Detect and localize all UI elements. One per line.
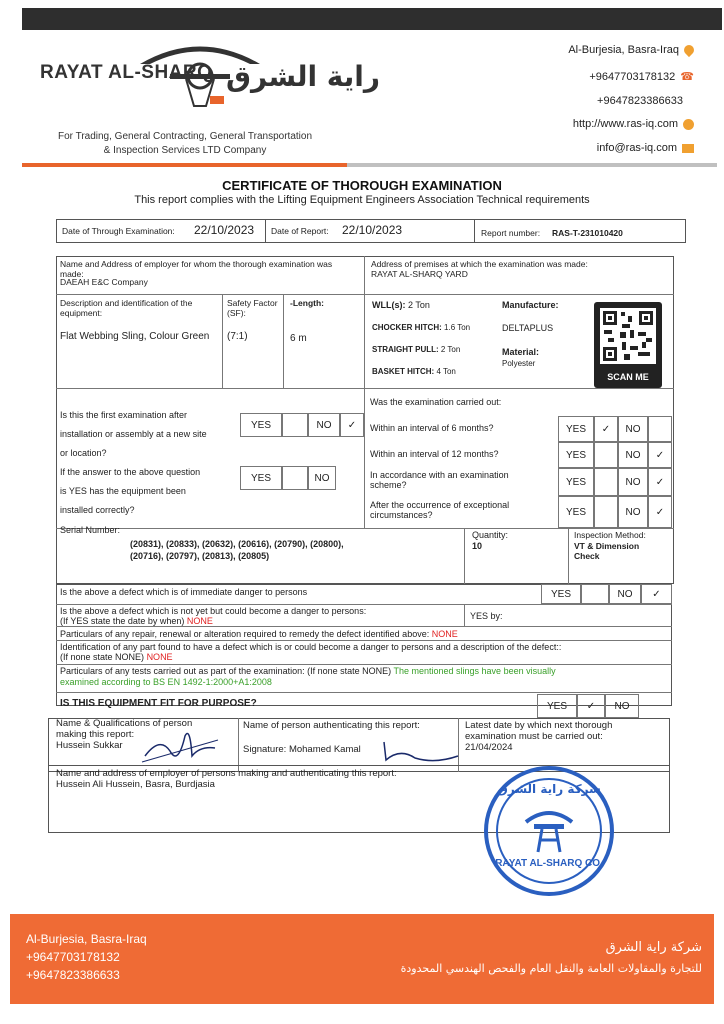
header-email[interactable] (597, 142, 694, 154)
r4-no[interactable]: NO (618, 496, 648, 528)
divider (238, 718, 239, 772)
qr-code[interactable] (594, 302, 662, 388)
d2-line-2: (If YES state the date by when) (60, 616, 185, 626)
basket-value: 4 Ton (436, 367, 456, 376)
tests-text: Particulars of any tests carried out as part of the examination: (If none state NONE) (60, 666, 392, 676)
employer-persons-label: Name and address of employer of persons making and authenticating this report: (56, 768, 397, 779)
wll-value: 2 Ton (408, 300, 430, 310)
author-signature-icon (140, 726, 220, 768)
next-exam-line-1: Latest date by which next thorough (465, 720, 613, 731)
basket-row (372, 367, 456, 376)
method-line-1: VT & Dimension (574, 541, 640, 551)
tests-label (60, 666, 556, 688)
q1-yes-check[interactable] (282, 413, 308, 437)
author-label-1: Name & Qualifications of person (56, 718, 193, 729)
manufacture-label: Manufacture: (502, 300, 559, 310)
q2-line-3: installed correctly? (60, 505, 135, 515)
d4-line-2: (If none state NONE) (60, 652, 145, 662)
footer-phone-2: +9647823386633 (26, 968, 120, 982)
header-email-text[interactable]: info@ras-iq.com (596, 142, 677, 154)
wll-row (372, 300, 430, 310)
header-address (568, 44, 694, 56)
exceptional-line-2: circumstances? (370, 510, 433, 520)
divider (364, 388, 365, 528)
divider (283, 294, 284, 388)
tagline-line-2: & Inspection Services LTD Company (103, 145, 267, 156)
material-label: Material: (502, 347, 540, 357)
d2-line-1: Is the above a defect which is not yet but could become a danger to persons: (60, 606, 367, 616)
q1-line-1: Is this the first examination after (60, 410, 188, 420)
divider (56, 692, 672, 693)
length-value: 6 m (290, 333, 307, 344)
r1-yes-check[interactable]: ✓ (594, 416, 618, 442)
fit-no[interactable]: NO (605, 694, 639, 718)
fit-for-purpose-label: IS THIS EQUIPMENT FIT FOR PURPOSE? (60, 698, 257, 709)
r2-yes-check[interactable] (594, 442, 618, 468)
globe-icon (683, 119, 694, 130)
employer-value: DAEAH E&C Company (60, 277, 148, 287)
defect-part-label (60, 642, 561, 662)
authenticator-signature-label: Signature: Mohamed Kamal (243, 744, 361, 755)
stamp-arabic-text: شركة راية الشرق (497, 782, 601, 796)
manufacture-value: DELTAPLUS (502, 323, 554, 333)
header-phone-2 (597, 95, 683, 107)
exceptional-line-1: After the occurrence of exceptional (370, 500, 510, 510)
divider (464, 604, 465, 626)
basket-label: BASKET HITCH: (372, 367, 435, 376)
premises-value: RAYAT AL-SHARQ YARD (371, 269, 468, 279)
d2-none: NONE (186, 616, 213, 626)
fit-yes[interactable]: YES (537, 694, 577, 718)
qr-code-icon (594, 302, 662, 370)
scan-me-label: SCAN ME (607, 372, 649, 382)
r3-yes[interactable]: YES (558, 468, 594, 496)
authenticator-signature-icon (380, 738, 460, 766)
safety-factor-label: Safety Factor (SF): (227, 298, 278, 318)
r4-no-check[interactable]: ✓ (648, 496, 672, 528)
straight-row (372, 345, 460, 354)
header-phone-2-text: +9647823386633 (597, 95, 683, 107)
repair-text: Particulars of any repair, renewal or alteration required to remedy the defect identified above: (60, 629, 430, 639)
d1-yes[interactable]: YES (541, 584, 581, 604)
employer-label: Name and Address of employer for whom the thorough examination was made: (60, 259, 333, 279)
q1-no-check[interactable]: ✓ (340, 413, 364, 437)
next-exam-date: 21/04/2024 (465, 742, 513, 753)
divider (56, 664, 672, 665)
straight-label: STRAIGHT PULL: (372, 345, 439, 354)
company-tagline (30, 130, 340, 158)
r4-yes[interactable]: YES (558, 496, 594, 528)
serial-values (130, 538, 344, 562)
carried-out-label: Was the examination carried out: (370, 397, 502, 407)
divider (56, 604, 672, 605)
r3-yes-check[interactable] (594, 468, 618, 496)
brand-name-ar: راية الشرق (226, 60, 381, 93)
q1-no-box[interactable]: NO (308, 413, 340, 437)
method-value (574, 541, 639, 561)
certificate-subtitle: This report complies with the Lifting Equipment Engineers Association Technical requirements (134, 194, 590, 206)
d1-no-check[interactable]: ✓ (641, 584, 672, 604)
length-label: -Length: (290, 298, 324, 308)
d1-no[interactable]: NO (609, 584, 641, 604)
interval-12-label: Within an interval of 12 months? (370, 449, 499, 459)
repair-label (60, 629, 458, 639)
r2-no-check[interactable]: ✓ (648, 442, 672, 468)
q2-line-1: If the answer to the above question (60, 467, 201, 477)
stamp-english-text: RAYAT AL-SHARQ CO. (495, 858, 603, 869)
footer-arabic-name: شركة راية الشرق (605, 940, 702, 955)
author-label-2: making this report: (56, 729, 135, 740)
question-first-exam (60, 406, 207, 463)
report-number-value: RAS-T-231010420 (552, 228, 623, 238)
divider (56, 388, 674, 389)
header-website[interactable] (573, 118, 694, 130)
gray-divider (347, 163, 717, 167)
r1-yes[interactable]: YES (558, 416, 594, 442)
header-address-text: Al-Burjesia, Basra-Iraq (568, 44, 679, 56)
choker-label: CHOCKER HITCH: (372, 323, 442, 332)
wll-label: WLL(s): (372, 300, 406, 310)
method-line-2: Check (574, 551, 600, 561)
r2-no[interactable]: NO (618, 442, 648, 468)
date-exam-value: 22/10/2023 (194, 223, 255, 237)
top-bar (22, 8, 722, 30)
fit-yes-check[interactable]: ✓ (577, 694, 605, 718)
d4-none: NONE (146, 652, 173, 662)
header-phone-1-text: +9647703178132 (589, 70, 676, 83)
phone-icon: ☎ (680, 71, 694, 83)
quantity-label: Quantity: (472, 530, 509, 540)
mail-icon (682, 144, 694, 153)
r3-no[interactable]: NO (618, 468, 648, 496)
q1-yes-box[interactable]: YES (240, 413, 282, 437)
divider (265, 219, 266, 243)
premises-label: Address of premises at which the examination was made: (371, 259, 588, 269)
q1-line-2: installation or assembly at a new site (60, 429, 207, 439)
orange-divider (22, 163, 347, 167)
q2-yes-box[interactable]: YES (240, 466, 282, 490)
repair-none: NONE (431, 629, 458, 639)
divider (56, 626, 672, 627)
date-report-value: 22/10/2023 (342, 223, 403, 237)
interval-6-label: Within an interval of 6 months? (370, 423, 494, 433)
d4-line-1: Identification of any part found to have a defect which is or could become a danger to persons and a description of the defect:: (60, 642, 562, 652)
authenticator-label: Name of person authenticating this report: (243, 720, 420, 731)
quantity-value: 10 (472, 541, 483, 551)
choker-row (372, 323, 470, 332)
author-name: Hussein Sukkar (56, 740, 123, 751)
tests-result-2: examined according to BS EN 1492-1:2000+A1:2008 (60, 677, 272, 687)
q2-no-box[interactable]: NO (308, 466, 336, 490)
q2-line-2: is YES has the equipment been (60, 486, 186, 496)
next-exam-label (465, 720, 612, 753)
location-pin-icon (682, 43, 696, 57)
footer-phone-1: +9647703178132 (26, 950, 120, 964)
brand-name-en: RAYAT AL-SHARQ (40, 62, 213, 83)
serial-line-2: (20716), (20797), (20813), (20805) (130, 551, 270, 561)
exam-scheme-label (370, 470, 509, 490)
yes-by-label: YES by: (470, 611, 503, 621)
header-phone-1 (589, 70, 694, 83)
date-exam-label: Date of Through Examination: (62, 226, 175, 236)
divider (568, 528, 569, 584)
method-label: Inspection Method: (574, 530, 646, 540)
report-number-label: Report number: (481, 228, 541, 238)
r1-no-check[interactable] (648, 416, 672, 442)
divider (56, 528, 674, 529)
serial-line-1: (20831), (20833), (20632), (20616), (20790), (20800), (130, 539, 344, 549)
tests-result-1: The mentioned slings have been visually (393, 666, 556, 676)
next-exam-line-2: examination must be carried out: (465, 731, 603, 742)
choker-value: 1.6 Ton (444, 323, 471, 332)
divider (464, 528, 465, 584)
certificate-title: CERTIFICATE OF THOROUGH EXAMINATION (222, 178, 502, 193)
straight-value: 2 Ton (440, 345, 461, 354)
scheme-line-2: scheme? (370, 480, 407, 490)
r4-yes-check[interactable] (594, 496, 618, 528)
scheme-line-1: In accordance with an examination (370, 470, 509, 480)
defect-immediate-label: Is the above a defect which is of immediate danger to persons (60, 587, 308, 597)
material-value: Polyester (502, 359, 536, 368)
equipment-desc-value: Flat Webbing Sling, Colour Green (60, 331, 210, 342)
header-website-text[interactable]: http://www.ras-iq.com (572, 118, 678, 130)
footer-arabic-tagline: للتجارة والمقاولات العامة والنقل العام والفحص الهندسي المحدودة (400, 962, 702, 975)
divider (222, 294, 223, 388)
employer-persons-value: Hussein Ali Hussein, Basra, Burdjasia (56, 779, 215, 790)
serial-label: Serial Number: (60, 525, 121, 535)
q2-yes-check[interactable] (282, 466, 308, 490)
defect-future-label (60, 606, 366, 626)
r1-no[interactable]: NO (618, 416, 648, 442)
footer-address: Al-Burjesia, Basra-Iraq (26, 932, 147, 946)
divider (364, 256, 365, 388)
safety-factor-value: (7:1) (227, 331, 248, 342)
divider (56, 294, 674, 295)
tagline-line-1: For Trading, General Contracting, General Transportation (57, 131, 313, 142)
date-report-label: Date of Report: (271, 226, 329, 236)
exceptional-label (370, 500, 509, 520)
q1-line-3: or location? (60, 448, 107, 458)
divider (474, 219, 475, 243)
d1-yes-check[interactable] (581, 584, 609, 604)
stamp-logo-icon (524, 804, 574, 854)
r2-yes[interactable]: YES (558, 442, 594, 468)
company-stamp (484, 766, 614, 896)
equipment-desc-label: Description and identification of the equipment: (60, 298, 193, 318)
question-installed-correctly (60, 463, 200, 520)
divider (56, 640, 672, 641)
r3-no-check[interactable]: ✓ (648, 468, 672, 496)
